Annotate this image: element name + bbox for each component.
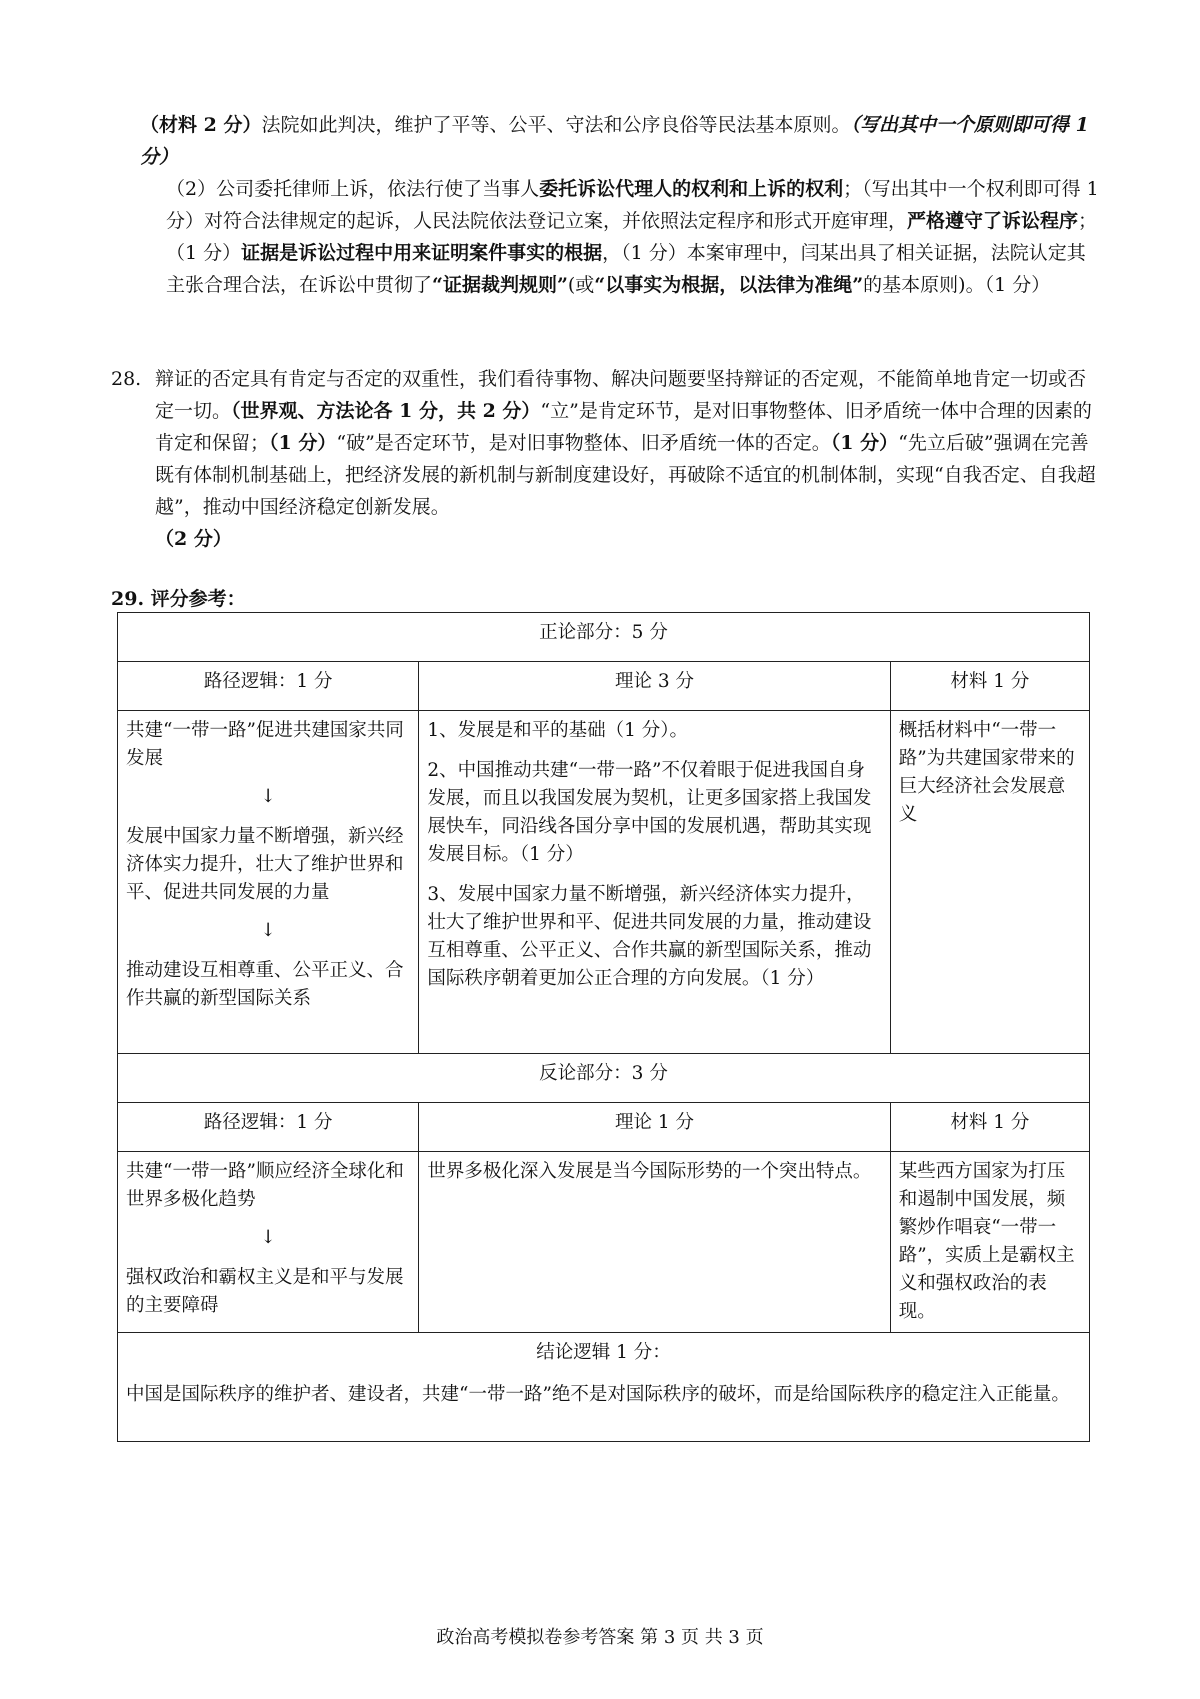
q27-part2-bold1: 委托诉讼代理人的权利和上诉的权利 [539, 178, 844, 200]
q27-part2-t2: ；（1 分） [166, 210, 1098, 264]
con-path-step-1: 共建“一带一路”顺应经济全球化和世界多极化趋势 [126, 1161, 404, 1210]
con-material-cell: 某些西方国家为打压和遏制中国发展，频繁炒作唱衰“一带一路”，实质上是霸权主义和强权政治的表现。 [890, 1152, 1089, 1333]
con-header-theory: 理论 1 分 [419, 1103, 890, 1152]
q27-part2-t3: ，（1 分）本案审理中，闫某出具了相关证据，法院认定其主张合理合法，在诉讼中贯彻了 [166, 242, 1086, 296]
pro-path-step-3: 推动建设互相尊重、公平正义、合作共赢的新型国际关系 [126, 960, 404, 1009]
q27-material-text: 法院如此判决，维护了平等、公平、守法和公序良俗等民法基本原则。 [261, 114, 851, 136]
con-path-cell [118, 1152, 419, 1333]
scoring-table [117, 612, 1090, 1442]
q28-number: 28. [111, 368, 142, 390]
q28-body [155, 363, 1101, 555]
pro-theory-3: 3、发展中国家力量不断增强，新兴经济体实力提升，壮大了维护世界和平、促进共同发展的力量，推动建设互相尊重、公平正义、合作共赢的新型国际关系，推动国际秩序朝着更加公正合理的方向发展。（1 分） [427, 884, 872, 989]
pro-theory-2: 2、中国推动共建“一带一路”不仅着眼于促进我国自身发展，而且以我国发展为契机，让更多国家搭上我国发展快车，同沿线各国分享中国的发展机遇，帮助其实现发展目标。（1 分） [427, 760, 872, 865]
conclusion-row [118, 1333, 1090, 1442]
pro-section-title: 正论部分：5 分 [118, 613, 1090, 662]
q27-part2-bold4: “证据裁判规则” [432, 274, 568, 296]
down-arrow-icon: ↓ [260, 1227, 276, 1248]
down-arrow-icon: ↓ [260, 920, 276, 941]
pro-content-row [118, 711, 1090, 1054]
con-section-title: 反论部分：3 分 [118, 1054, 1090, 1103]
down-arrow-icon: ↓ [260, 786, 276, 807]
q27-material-note: （写出其中一个原则即可得 1 分） [140, 114, 1089, 168]
pro-header-row [118, 662, 1090, 711]
q27-material-line [140, 109, 1100, 173]
pro-path-step-1: 共建“一带一路”促进共建国家共同发展 [126, 720, 404, 769]
q28-b1: （世界观、方法论各 1 分，共 2 分） [231, 400, 541, 422]
q27-material-tag: （材料 2 分） [140, 114, 262, 136]
q29-heading: 29. 评分参考： [111, 588, 246, 610]
con-path-step-2: 强权政治和霸权主义是和平与发展的主要障碍 [126, 1267, 404, 1316]
q27-part2 [166, 173, 1100, 301]
page-footer: 政治高考模拟卷参考答案 第 3 页 共 3 页 [436, 1627, 764, 1648]
conclusion-title: 结论逻辑 1 分： [536, 1342, 671, 1363]
con-header-row [118, 1103, 1090, 1152]
q27-part2-bold2: 严格遵守了诉讼程序 [907, 210, 1079, 232]
con-theory-cell: 世界多极化深入发展是当今国际形势的一个突出特点。 [419, 1152, 890, 1333]
pro-theory-1: 1、发展是和平的基础（1 分）。 [427, 720, 688, 741]
q28-b3: （1 分） [830, 432, 899, 454]
q28-b4: （2 分） [155, 528, 232, 550]
pro-material-cell: 概括材料中“一带一路”为共建国家带来的巨大经济社会发展意义 [890, 711, 1089, 1054]
pro-header-path: 路径逻辑：1 分 [118, 662, 419, 711]
q27-part2-prefix: （2）公司委托律师上诉，依法行使了当事人 [166, 178, 540, 200]
q28-answer [111, 363, 1101, 555]
conclusion-cell [118, 1333, 1090, 1442]
pro-header-theory: 理论 3 分 [419, 662, 890, 711]
pro-section-row [118, 613, 1090, 662]
con-content-row [118, 1152, 1090, 1333]
pro-path-cell [118, 711, 419, 1054]
pro-path-step-2: 发展中国家力量不断增强，新兴经济体实力提升，壮大了维护世界和平、促进共同发展的力量 [126, 826, 404, 903]
con-header-path: 路径逻辑：1 分 [118, 1103, 419, 1152]
q27-part2-t4: (或 [567, 274, 595, 296]
q28-t4: “先立后破”强调在完善既有体制机制基础上，把经济发展的新机制与新制度建设好，再破除不适宜的机制体制，实现“自我否定、自我超越”，推动中国经济稳定创新发展。 [155, 432, 1096, 518]
q27-part2-bold5: “以事实为根据，以法律为准绳” [594, 274, 864, 296]
q27-part2-bold3: 证据是诉讼过程中用来证明案件事实的根据 [241, 242, 603, 264]
q27-part2-t5: 的基本原则)。（1 分） [863, 274, 1051, 296]
q27-part2-t1: ；（写出其中一个权利即可得 1 分）对符合法律规定的起诉，人民法院依法登记立案，并依照法定程序和形式开庭审理， [166, 178, 1099, 232]
q28-t2: “立”是肯定环节，是对旧事物整体、旧矛盾统一体中合理的因素的肯定和保留； [155, 400, 1092, 454]
con-header-material: 材料 1 分 [890, 1103, 1089, 1152]
conclusion-text: 中国是国际秩序的维护者、建设者，共建“一带一路”绝不是对国际秩序的破坏，而是给国际秩序的稳定注入正能量。 [126, 1384, 1070, 1405]
q28-b2: （1 分） [269, 432, 337, 454]
pro-header-material: 材料 1 分 [890, 662, 1089, 711]
q28-t1: 辩证的否定具有肯定与否定的双重性，我们看待事物、解决问题要坚持辩证的否定观，不能简单地肯定一切或否定一切。 [155, 368, 1087, 422]
pro-theory-cell [419, 711, 890, 1054]
q28-t3: “破”是否定环节，是对旧事物整体、旧矛盾统一体的否定。 [336, 432, 831, 454]
con-section-row [118, 1054, 1090, 1103]
